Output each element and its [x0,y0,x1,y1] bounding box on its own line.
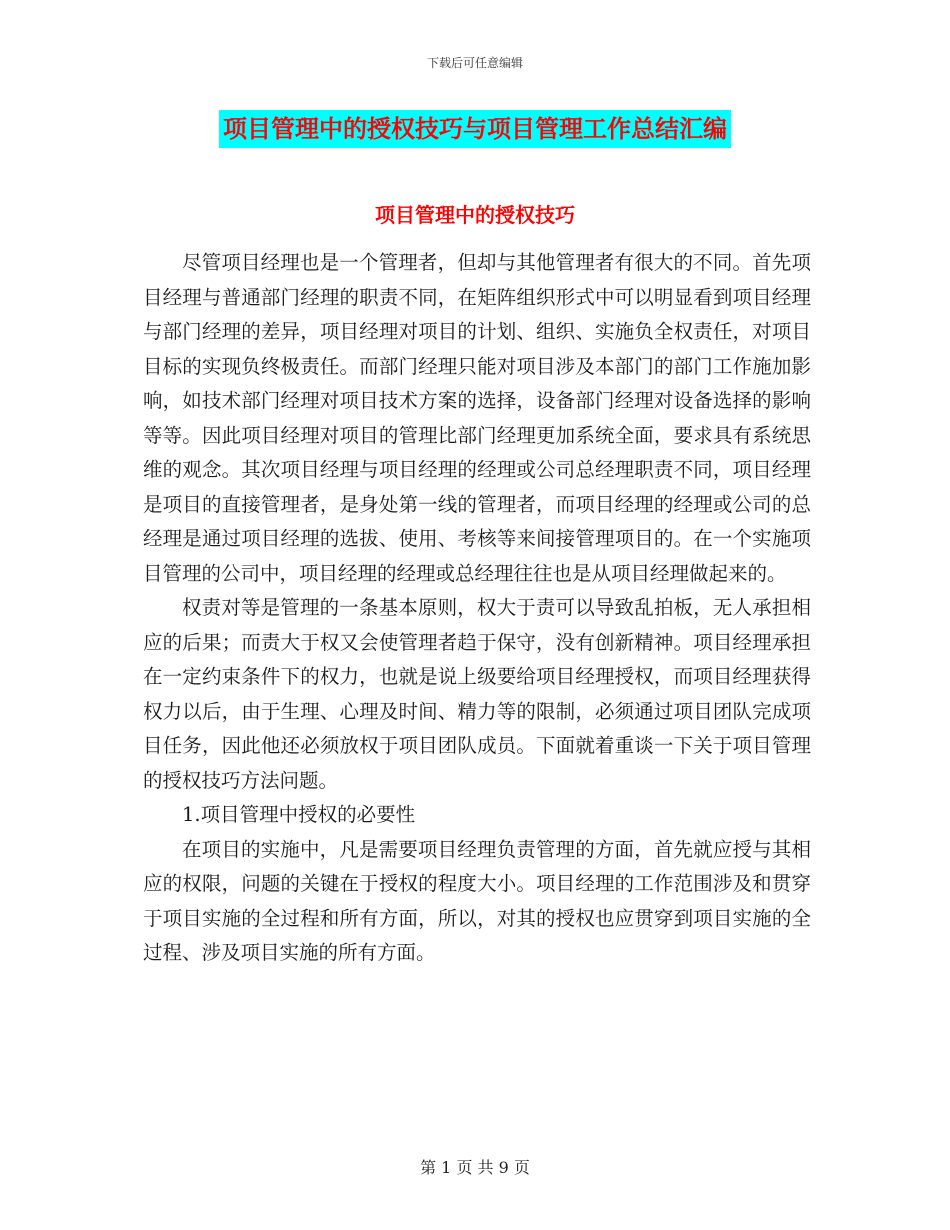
subheading: 1.项目管理中授权的必要性 [182,803,416,826]
paragraph: 尽管项目经理也是一个管理者，但却与其他管理者有很大的不同。首先项目经理与普通部门经理的职责不同，在矩阵组织形式中可以明显看到项目经理与部门经理的差异，项目经理对项目的计划、组织、实施负全权责任，对项目目标的实现负终极责任。而部门经理只能对项目涉及本部门的部门工作施加影响，如技术部门经理对项目技术方案的选择，设备部门经理对设备选择的影响等等。因此项目经理对项目的管理比部门经理更加系统全面，要求具有系统思维的观念。其次项目经理与项目经理的经理或公司总经理职责不同，项目经理是项目的直接管理者，是身处第一线的管理者，而项目经理的经理或公司的总经理是通过项目经理的选拔、使用、考核等来间接管理项目的。在一个实施项目管理的公司中，项目经理的经理或总经理往往也是从项目经理做起来的。 [143,251,811,585]
document-body [143,246,811,971]
section-title: 项目管理中的授权技巧 [375,203,575,227]
paragraph: 在项目的实施中，凡是需要项目经理负责管理的方面，首先就应授与其相应的权限，问题的关键在于授权的程度大小。项目经理的工作范围涉及和贯穿于项目实施的全过程和所有方面，所以，对其的授权也应贯穿到项目实施的全过程、涉及项目实施的所有方面。 [143,837,811,964]
page-footer: 第 1 页 共 9 页 [420,1158,530,1177]
header-note: 下载后可任意编辑 [426,56,523,70]
document-title-container [0,110,950,148]
paragraph: 权责对等是管理的一条基本原则，权大于责可以导致乱拍板，无人承担相应的后果；而责大于权又会使管理者趋于保守，没有创新精神。项目经理承担在一定约束条件下的权力，也就是说上级要给项目经理授权，而项目经理获得权力以后，由于生理、心理及时间、精力等的限制，必须通过项目团队完成项目任务，因此他还必须放权于项目团队成员。下面就着重谈一下关于项目管理的授权技巧方法问题。 [143,596,811,792]
document-title: 项目管理中的授权技巧与项目管理工作总结汇编 [219,110,731,148]
